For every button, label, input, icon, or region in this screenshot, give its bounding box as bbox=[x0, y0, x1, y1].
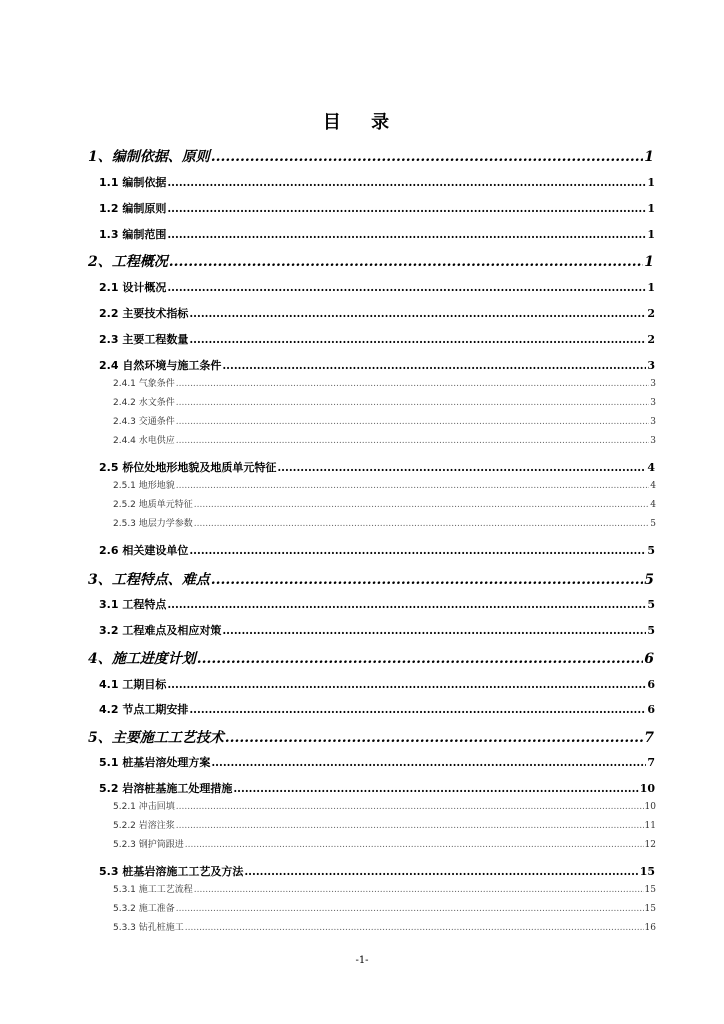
toc-entry-page: 5 bbox=[647, 544, 655, 557]
toc-entry-page: 6 bbox=[647, 703, 655, 716]
toc-entry-label: 4.2 节点工期安排 bbox=[99, 703, 189, 716]
toc-entry-level-3[interactable] bbox=[113, 901, 656, 914]
toc-entry-label: 2.3 主要工程数量 bbox=[99, 333, 189, 346]
toc-dot-leader bbox=[176, 379, 650, 389]
toc-entry-label: 2、工程概况 bbox=[88, 254, 168, 270]
toc-entry-label: 5.1 桩基岩溶处理方案 bbox=[99, 756, 211, 769]
toc-entry-label: 5.3.1 施工工艺流程 bbox=[113, 885, 193, 895]
toc-dot-leader bbox=[189, 544, 646, 557]
toc-entry-label: 2.5.2 地质单元特征 bbox=[113, 500, 193, 510]
toc-dot-leader bbox=[233, 782, 638, 795]
toc-entry-label: 1.2 编制原则 bbox=[99, 202, 167, 215]
page-title: 目 录 bbox=[322, 112, 402, 133]
toc-entry-label: 3.2 工程难点及相应对策 bbox=[99, 624, 222, 637]
toc-entry-label: 1.3 编制范围 bbox=[99, 228, 167, 241]
toc-dot-leader bbox=[189, 333, 646, 346]
toc-entry-label: 5.3 桩基岩溶施工工艺及方法 bbox=[99, 865, 244, 878]
toc-entry-level-1[interactable] bbox=[88, 251, 654, 271]
toc-entry-level-3[interactable] bbox=[113, 395, 656, 408]
toc-dot-leader bbox=[167, 228, 646, 241]
toc-dot-leader bbox=[189, 703, 646, 716]
toc-entry-level-3[interactable] bbox=[113, 837, 656, 850]
toc-entry-label: 2.4.4 水电供应 bbox=[113, 436, 175, 446]
toc-dot-leader bbox=[277, 461, 646, 474]
toc-entry-page: 5 bbox=[644, 572, 654, 588]
toc-entry-label: 2.4.2 水文条件 bbox=[113, 398, 175, 408]
toc-dot-leader bbox=[197, 651, 644, 667]
toc-entry-label: 2.4 自然环境与施工条件 bbox=[99, 359, 222, 372]
toc-entry-label: 5.3.3 钻孔桩施工 bbox=[113, 923, 184, 933]
toc-dot-leader bbox=[176, 904, 644, 914]
toc-entry-page: 1 bbox=[647, 202, 655, 215]
toc-entry-label: 4.1 工期目标 bbox=[99, 678, 167, 691]
toc-entry-page: 4 bbox=[650, 500, 656, 510]
toc-entry-level-3[interactable] bbox=[113, 882, 656, 895]
toc-entry-level-1[interactable] bbox=[88, 648, 654, 668]
toc-dot-leader bbox=[167, 678, 646, 691]
toc-entry-label: 5.2.3 钢护筒跟进 bbox=[113, 840, 184, 850]
toc-entry-level-2[interactable] bbox=[99, 622, 655, 638]
toc-dot-leader bbox=[189, 307, 646, 320]
toc-entry-page: 15 bbox=[644, 904, 656, 914]
toc-entry-level-3[interactable] bbox=[113, 414, 656, 427]
toc-entry-label: 2.4.1 气象条件 bbox=[113, 379, 175, 389]
toc-entry-page: 2 bbox=[647, 333, 655, 346]
toc-entry-label: 5、主要施工工艺技术 bbox=[88, 730, 224, 746]
toc-entry-label: 5.2 岩溶桩基施工处理措施 bbox=[99, 782, 233, 795]
toc-entry-level-2[interactable] bbox=[99, 357, 655, 373]
toc-entry-level-2[interactable] bbox=[99, 226, 655, 242]
page-number-footer: -1- bbox=[355, 955, 369, 966]
toc-dot-leader bbox=[211, 149, 644, 165]
toc-dot-leader bbox=[169, 254, 644, 270]
toc-entry-page: 7 bbox=[647, 756, 655, 769]
toc-entry-level-3[interactable] bbox=[113, 516, 656, 529]
toc-dot-leader bbox=[176, 398, 650, 408]
toc-entry-level-2[interactable] bbox=[99, 279, 655, 295]
toc-dot-leader bbox=[211, 572, 644, 588]
toc-entry-page: 3 bbox=[650, 417, 656, 427]
toc-entry-level-2[interactable] bbox=[99, 200, 655, 216]
toc-entry-page: 15 bbox=[639, 865, 655, 878]
toc-entry-label: 1、编制依据、原则 bbox=[88, 149, 210, 165]
toc-entry-page: 1 bbox=[647, 176, 655, 189]
toc-entry-page: 1 bbox=[644, 254, 654, 270]
toc-entry-level-2[interactable] bbox=[99, 542, 655, 558]
toc-dot-leader bbox=[176, 481, 650, 491]
toc-entry-label: 3.1 工程特点 bbox=[99, 598, 167, 611]
toc-entry-label: 5.2.2 岩溶注浆 bbox=[113, 821, 175, 831]
toc-entry-page: 15 bbox=[644, 885, 656, 895]
toc-entry-page: 5 bbox=[647, 598, 655, 611]
toc-entry-label: 2.5.1 地形地貌 bbox=[113, 481, 175, 491]
toc-entry-page: 3 bbox=[647, 359, 655, 372]
toc-entry-page: 4 bbox=[647, 461, 655, 474]
toc-entry-level-3[interactable] bbox=[113, 497, 656, 510]
toc-dot-leader bbox=[176, 436, 650, 446]
toc-entry-level-2[interactable] bbox=[99, 596, 655, 612]
toc-entry-level-2[interactable] bbox=[99, 754, 655, 770]
toc-entry-level-3[interactable] bbox=[113, 376, 656, 389]
toc-entry-label: 2.4.3 交通条件 bbox=[113, 417, 175, 427]
toc-entry-page: 6 bbox=[644, 651, 654, 667]
toc-entry-page: 10 bbox=[639, 782, 655, 795]
toc-entry-page: 2 bbox=[647, 307, 655, 320]
toc-entry-page: 3 bbox=[650, 379, 656, 389]
toc-entry-level-2[interactable] bbox=[99, 331, 655, 347]
toc-entry-label: 4、施工进度计划 bbox=[88, 651, 196, 667]
toc-entry-level-2[interactable] bbox=[99, 305, 655, 321]
toc-dot-leader bbox=[244, 865, 638, 878]
toc-entry-level-2[interactable] bbox=[99, 701, 655, 717]
toc-entry-page: 10 bbox=[644, 802, 656, 812]
toc-entry-label: 2.5.3 地层力学参数 bbox=[113, 519, 193, 529]
toc-entry-label: 1.1 编制依据 bbox=[99, 176, 167, 189]
toc-dot-leader bbox=[194, 519, 650, 529]
toc-entry-label: 2.5 桥位处地形地貌及地质单元特征 bbox=[99, 461, 277, 474]
toc-entry-label: 2.1 设计概况 bbox=[99, 281, 167, 294]
toc-entry-label: 5.3.2 施工准备 bbox=[113, 904, 175, 914]
toc-entry-level-2[interactable] bbox=[99, 459, 655, 475]
toc-dot-leader bbox=[176, 821, 644, 831]
toc-entry-level-2[interactable] bbox=[99, 676, 655, 692]
toc-entry-level-3[interactable] bbox=[113, 799, 656, 812]
toc-dot-leader bbox=[194, 500, 650, 510]
toc-entry-label: 5.2.1 冲击回填 bbox=[113, 802, 175, 812]
toc-entry-label: 3、工程特点、难点 bbox=[88, 572, 210, 588]
toc-entry-page: 5 bbox=[647, 624, 655, 637]
toc-entry-page: 16 bbox=[644, 923, 656, 933]
toc-entry-level-3[interactable] bbox=[113, 818, 656, 831]
toc-entry-level-3[interactable] bbox=[113, 433, 656, 446]
toc-dot-leader bbox=[211, 756, 646, 769]
toc-dot-leader bbox=[222, 359, 646, 372]
toc-entry-level-2[interactable] bbox=[99, 174, 655, 190]
toc-dot-leader bbox=[185, 840, 644, 850]
toc-entry-page: 7 bbox=[644, 730, 654, 746]
toc-entry-level-1[interactable] bbox=[88, 569, 654, 589]
toc-dot-leader bbox=[176, 417, 650, 427]
toc-entry-level-3[interactable] bbox=[113, 920, 656, 933]
toc-entry-label: 2.6 相关建设单位 bbox=[99, 544, 189, 557]
toc-entry-level-2[interactable] bbox=[99, 780, 655, 796]
toc-entry-page: 12 bbox=[644, 840, 656, 850]
toc-dot-leader bbox=[185, 923, 644, 933]
toc-dot-leader bbox=[167, 281, 646, 294]
toc-dot-leader bbox=[222, 624, 646, 637]
toc-entry-level-1[interactable] bbox=[88, 146, 654, 166]
toc-entry-page: 1 bbox=[644, 149, 654, 165]
toc-dot-leader bbox=[167, 202, 646, 215]
toc-entry-label: 2.2 主要技术指标 bbox=[99, 307, 189, 320]
toc-dot-leader bbox=[167, 176, 646, 189]
toc-dot-leader bbox=[176, 802, 644, 812]
toc-entry-page: 1 bbox=[647, 281, 655, 294]
toc-dot-leader bbox=[167, 598, 646, 611]
toc-entry-page: 4 bbox=[650, 481, 656, 491]
toc-entry-page: 3 bbox=[650, 436, 656, 446]
toc-dot-leader bbox=[194, 885, 644, 895]
toc-entry-page: 6 bbox=[647, 678, 655, 691]
toc-entry-page: 1 bbox=[647, 228, 655, 241]
toc-entry-level-3[interactable] bbox=[113, 478, 656, 491]
toc-entry-level-2[interactable] bbox=[99, 863, 655, 879]
toc-entry-page: 11 bbox=[644, 821, 656, 831]
toc-entry-page: 5 bbox=[650, 519, 656, 529]
toc-entry-page: 3 bbox=[650, 398, 656, 408]
toc-entry-level-1[interactable] bbox=[88, 727, 654, 747]
toc-dot-leader bbox=[225, 730, 644, 746]
